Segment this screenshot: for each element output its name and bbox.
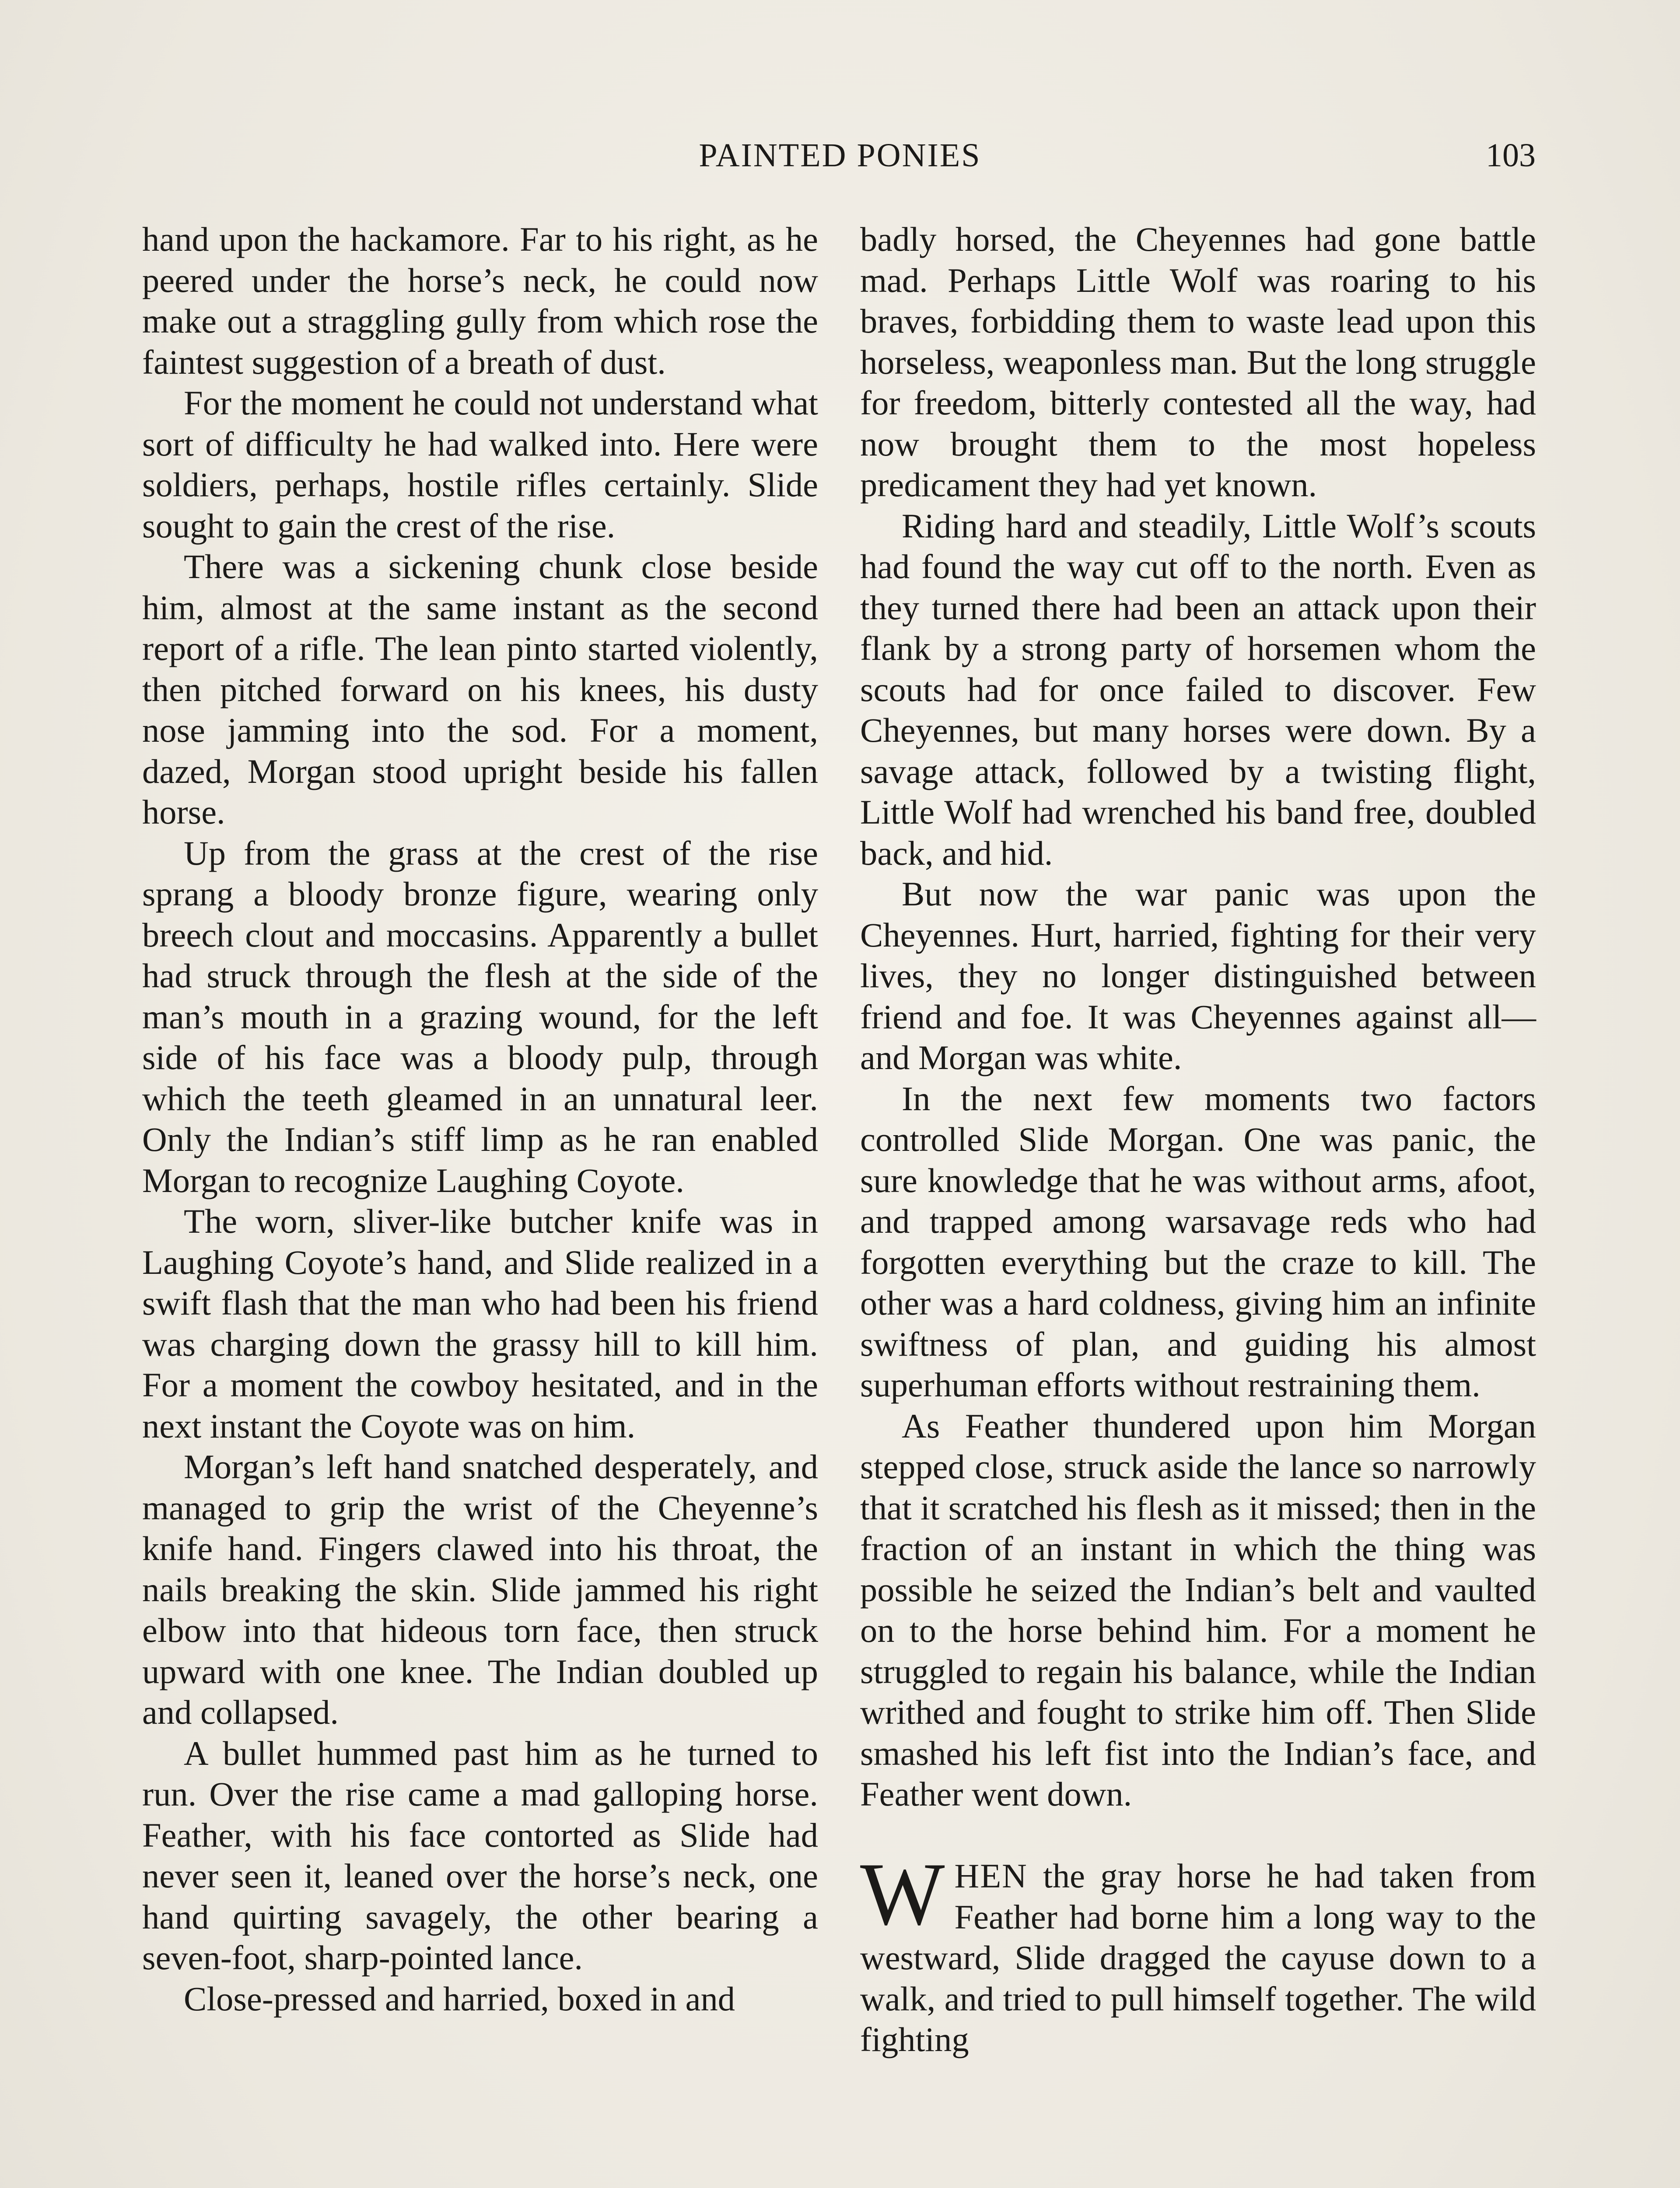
- two-column-text: [142, 219, 1536, 2188]
- paragraph: But now the war panic was upon the Cheyennes. Hurt, harried, fighting for their very lives, they no longer distinguished between friend and foe. It was Cheyennes against all—and Morgan was white.: [860, 875, 1536, 1076]
- opening-caps: HEN: [954, 1857, 1028, 1895]
- drop-cap: W: [860, 1844, 945, 1944]
- paragraph: Morgan’s left hand snatched desperately, and managed to grip the wrist of the Cheyenne’s knife hand. Fingers clawed into his throat, the nails breaking the skin. Slide jammed his right elbow into that hideous torn face, then struck upward with one knee. The Indian doubled up and collapsed.: [142, 1448, 818, 1731]
- opening-text: the gray horse he had taken from Feather had borne him a long way to the westward, Slide dragged the cayuse down to a walk, and tried to pull himself together. The wild fighting: [860, 1857, 1536, 2058]
- page-header: [144, 131, 1536, 179]
- paragraph: There was a sickening chunk close beside him, almost at the same instant as the second report of a rifle. The lean pinto started violently, then pitched forward on his knees, his dusty nose jamming into the sod. For a moment, dazed, Morgan stood upright beside his fallen horse.: [142, 547, 818, 831]
- left-column: [142, 219, 818, 2188]
- page-number: 103: [1486, 137, 1536, 174]
- paragraph: badly horsed, the Cheyennes had gone battle mad. Perhaps Little Wolf was roaring to his braves, forbidding them to waste lead upon this horseless, weaponless man. But the long struggle for freedom, bitterly contested all the way, had now brought them to the most hopeless predicament they had yet known.: [860, 220, 1536, 504]
- section-opening-paragraph: [860, 1844, 1536, 2060]
- paragraph: A bullet hummed past him as he turned to run. Over the rise came a mad galloping horse. Feather, with his face contorted as Slide had never seen it, leaned over the horse’s neck, one hand quirting savagely, the other bearing a seven-foot, sharp-pointed lance.: [142, 1734, 818, 1977]
- right-column: [860, 219, 1536, 2188]
- paragraph: Close-pressed and harried, boxed in and: [184, 1979, 735, 2018]
- paragraph: The worn, sliver-like butcher knife was in Laughing Coyote’s hand, and Slide realized in a swift flash that the man who had been his friend was charging down the grassy hill to kill him. For a moment the cowboy hesitated, and in the next instant the Coyote was on him.: [142, 1202, 818, 1445]
- paragraph: For the moment he could not understand what sort of difficulty he had walked into. Here were soldiers, perhaps, hostile rifles certainly. Slide sought to gain the crest of the rise.: [142, 384, 818, 545]
- running-head: PAINTED PONIES: [699, 137, 981, 174]
- paragraph: In the next few moments two factors controlled Slide Morgan. One was panic, the sure knowledge that he was without arms, afoot, and trapped among warsavage reds who had forgotten everything but the craze to kill. The other was a hard coldness, giving him an infinite swiftness of plan, and guiding his almost superhuman efforts without restraining them.: [860, 1079, 1536, 1404]
- paragraph: Riding hard and steadily, Little Wolf’s scouts had found the way cut off to the north. Even as they turned there had been an attack upon their flank by a strong party of horsemen whom the scouts had for once failed to discover. Few Cheyennes, but many horses were down. By a savage attack, followed by a twisting flight, Little Wolf had wrenched his band free, doubled back, and hid.: [860, 506, 1536, 872]
- paragraph: Up from the grass at the crest of the rise sprang a bloody bronze figure, wearing only breech clout and moccasins. Apparently a bullet had struck through the flesh at the side of the man’s mouth in a grazing wound, for the left side of his face was a bloody pulp, through which the teeth gleamed in an unnatural leer. Only the Indian’s stiff limp as he ran enabled Morgan to recognize Laughing Coyote.: [142, 834, 818, 1199]
- paragraph: hand upon the hackamore. Far to his right, as he peered under the horse’s neck, he could now make out a straggling gully from which rose the faintest suggestion of a breath of dust.: [142, 220, 818, 381]
- paragraph: As Feather thundered upon him Morgan stepped close, struck aside the lance so narrowly that it scratched his flesh as it missed; then in the fraction of an instant in which the thing was possible he seized the Indian’s belt and vaulted on to the horse behind him. For a moment he struggled to regain his balance, while the Indian writhed and fought to strike him off. Then Slide smashed his left fist into the Indian’s face, and Feather went down.: [860, 1406, 1536, 1813]
